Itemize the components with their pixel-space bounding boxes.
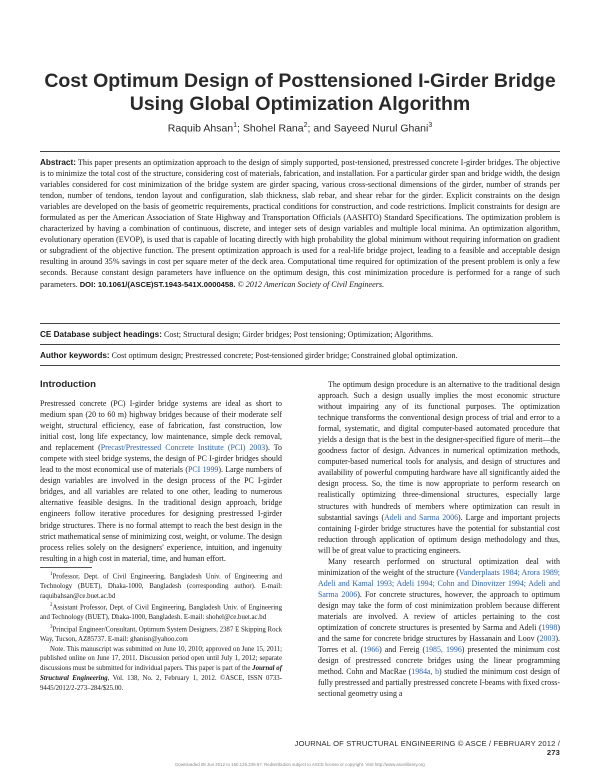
footnote-rule — [40, 567, 92, 568]
author-keywords-label: Author keywords: — [40, 351, 110, 360]
author-separator: ; — [237, 122, 243, 135]
paragraph-text: ). Large numbers of design variables are involved in the design process of the PC I-girder bridges, and all variables are related to one other, leading to numerous alternative feasible designs. In the traditional design approach, bridge engineers follow iterative procedures for designing prestressed I-girder bridge structures. There is no formal attempt to reach the best design in the strict mathematical sense of minimizing cost, weight, or volume. The design process relies solely on the designers' experience, intuition, and ingenuity resulting in a high cost in material, time, and human effort. — [40, 465, 282, 563]
author-name: Raquib Ahsan — [167, 122, 234, 135]
paragraph-text: ) studied the minimum cost design of fully prestressed and partially prestressed concrete I-beams with fixed cross-sectional geometry using a — [318, 667, 560, 699]
author-keywords-text: Cost optimum design; Prestressed concrete; Post-tensioned girder bridge; Constrained global optimization. — [109, 351, 458, 360]
citation-link[interactable]: Vanderplaats 1984; Arora 1989; Adeli and Kamal 1993; Adeli 1994; Cohn and Dinovitzer 1994; Adeli and Sarma 2006 — [318, 567, 560, 599]
footnote-1: $^1$Professor, Dept. of Civil Engineering, Bangladesh Univ. of Engineering and Technology (BUET), Dhaka-1000, Bangladesh (corresponding author). E-mail: raquibahsan@ce.buet.ac.bd — [40, 572, 282, 600]
paragraph-text: Many research performed on structural optimization deal with minimization of the weight of the structure ( — [318, 556, 560, 577]
abstract — [40, 157, 560, 290]
paragraph-text: ) and the same for concrete bridge structures by Hassanain and Loov ( — [318, 623, 560, 644]
submission-note — [40, 645, 282, 694]
citation-link[interactable]: 2003 — [539, 634, 556, 644]
body-paragraph — [318, 556, 560, 700]
footnote-2: $^2$Assistant Professor, Dept. of Civil Engineering, Bangladesh Univ. of Engineering and Technology (BUET), Dhaka-1000, Bangladesh. E-mail: shohel@ce.buet.ac.bd — [40, 603, 282, 622]
journal-footer — [280, 739, 560, 757]
citation-link[interactable]: 1966 — [363, 645, 380, 655]
header-rule — [40, 151, 560, 152]
paragraph-text: The optimum design procedure is an alternative to the traditional design approach. Such a design usually implies the most economic structure without impairing any of its functional purposes. The optimization technique transforms the conventional design process of trial and error to a formal, systematic, and digital computer-based automated procedure that yields a design that is the best in the designer-specified figure of merit—the goodness factor of design. Advances in numerical optimization methods, computer-based numerical tools for analysis, and design of structures and availability of powerful computing hardware have all significantly aided the design process. So, the time is now appropriate to perform research on realistically optimizing three-dimensional structures, especially large structures with hundreds of members where optimization can result in substantial savings ( — [318, 380, 560, 522]
citation-link[interactable]: 1985, 1996 — [425, 645, 462, 655]
left-column — [40, 379, 282, 564]
paper-title: Cost Optimum Design of Posttensioned I-Girder Bridge Using Global Optimization Algorithm — [44, 70, 556, 115]
keywords-rule-top — [40, 344, 560, 345]
intro-paragraph — [40, 398, 282, 564]
citation-link[interactable]: PCI 1999 — [187, 465, 219, 475]
download-notice: Downloaded 08 Jun 2012 to 150.125.239.97. Redistribution subject to ASCE license or copyright. Visit http://www.ascelibrary.org — [175, 762, 425, 767]
citation-link[interactable]: 1998 — [541, 623, 558, 633]
keywords-rule-bottom — [40, 365, 560, 366]
page-number: 273 — [546, 748, 560, 757]
note-text: , Vol. 138, No. 2, February 1, 2012. ©ASCE, ISSN 0733-9445/2012/2-273–284/$25.00. — [40, 674, 282, 692]
paragraph-text: ) presented the minimum cost design of prestressed concrete bridges using the linear programming method. Cohn and MacRae ( — [318, 645, 560, 677]
paragraph-text: Prestressed concrete (PC) I-girder bridge systems are ideal as short to medium span (20 to 60 m) highway bridges because of their moderate self weight, structural efficiency, ease of fabrication, fast construction, low initial cost, long life expectancy, low maintenance, simple deck removal, and replacement ( — [40, 399, 282, 453]
author-list — [40, 122, 560, 135]
abstract-text: This paper presents an optimization approach to the design of simply supported, post-tensioned, prestressed concrete I-girder bridges. The objective is to minimize the total cost of the structure, considering cost of materials, fabrication, and installation. For a particular girder span and bridge width, the design variables considered for cost minimization of the bridge system are girder spacing, various cross-sectional dimensions of the girder, number of strands per tendon, number of tendons, tendon layout and configuration, slab thickness, slab rebar, and shear rebar for the girder. Explicit constraints on the design variables are developed on the basis of geometric requirements, practical conditions for construction, and code restrictions. Implicit constraints for design are formulated as per the American Association of State Highway and Transportation Officials (AASHTO) Standard Specifications. The optimization problem is characterized by having a combination of continuous, discrete, and integer sets of design variables and multiple local minima. An optimization algorithm, evolutionary operation (EVOP), is used that is capable of locating directly with high probability the global minimum without requiring information on gradient or subgradient of the objective function. The present optimization approach is used for a real-life bridge project, leading to a feasible and acceptable design resulting in around 35% savings in cost per square meter of the deck area. Computational time required for optimization of the present problem is only a few seconds. Because constant design parameters have influence on the optimum design, this cost minimization procedure is performed for a range of such parameters. — [40, 158, 560, 289]
ce-database-label: CE Database subject headings: — [40, 330, 162, 339]
citation-link[interactable]: Adeli and Sarma 2006 — [384, 512, 459, 522]
paragraph-text: ) and Fereig ( — [379, 645, 426, 655]
paragraph-text: ). For concrete structures, however, the approach to optimum design may take the form of cost minimization problem because different materials are involved. A review of articles pertaining to the cost optimization of concrete structures is presented by Sarma and Adeli ( — [318, 589, 560, 633]
author-affiliation-mark: 2 — [303, 122, 308, 129]
author-keywords — [40, 350, 560, 361]
author-name: Sayeed Nurul Ghani — [333, 122, 429, 135]
abstract-rule — [40, 323, 560, 324]
copyright-notice: © 2012 American Society of Civil Engineers. — [237, 279, 385, 289]
author-affiliation-mark: 1 — [233, 122, 238, 129]
paragraph-text: ). Torres et al. ( — [318, 634, 560, 655]
author-affiliation-mark: 3 — [428, 122, 433, 129]
abstract-label: Abstract: — [40, 158, 76, 167]
section-heading-introduction: Introduction — [40, 379, 96, 390]
doi-link[interactable]: DOI: 10.1061/(ASCE)ST.1943-541X.0000458. — [79, 279, 236, 289]
paragraph-text: ). Large and important projects containing I-girder bridge structures have the potential for substantial cost reduction through application of optimum design methodology and thus, will be of great value to practicing engineers. — [318, 512, 560, 555]
body-paragraph — [318, 379, 560, 556]
footnote-text: Assistant Professor, Dept. of Civil Engineering, Bangladesh Univ. of Engineering and Technology (BUET), Dhaka-1000, Bangladesh. E-mail: shohel@ce.buet.ac.bd — [40, 604, 282, 622]
footnotes — [40, 570, 282, 693]
note-text: Note. This manuscript was submitted on June 10, 2010; approved on June 15, 2011; published online on June 17, 2011. Discussion period open until July 1, 2012; separate discussions must be submitted for individual papers. This paper is part of the — [40, 645, 282, 673]
author-separator: ; and — [307, 122, 334, 135]
footnote-3: $^3$Principal Engineer/Consultant, Optimum System Designers, 2387 E Skipping Rock Way, Tucson, AZ85737. E-mail: ghanisn@yahoo.com — [40, 625, 282, 644]
footnote-text: Principal Engineer/Consultant, Optimum System Designers, 2387 E Skipping Rock Way, Tucson, AZ85737. E-mail: ghanisn@yahoo.com — [40, 626, 282, 644]
paragraph-text: ). To compete with steel bridge systems, the design of PC I-girder bridges should lead to the most economical use of materials ( — [40, 443, 282, 475]
ce-database-text: Cost; Structural design; Girder bridges; Post tensioning; Optimization; Algorithms. — [161, 330, 434, 339]
right-column — [318, 379, 560, 699]
author-name: Shohel Rana — [242, 122, 304, 135]
footnote-text: Professor, Dept. of Civil Engineering, Bangladesh Univ. of Engineering and Technology (BUET), Dhaka-1000, Bangladesh (corresponding author). E-mail: raquibahsan@ce.buet.ac.bd — [40, 573, 282, 600]
journal-name: Journal of Structural Engineering — [40, 665, 283, 682]
ce-database-headings — [40, 329, 560, 340]
citation-link[interactable]: 1984a, b — [411, 667, 440, 677]
citation-link[interactable]: Precast/Prestressed Concrete Institute (PCI) 2003 — [100, 443, 266, 453]
journal-footer-text: JOURNAL OF STRUCTURAL ENGINEERING © ASCE / FEBRUARY 2012 / — [294, 739, 560, 748]
